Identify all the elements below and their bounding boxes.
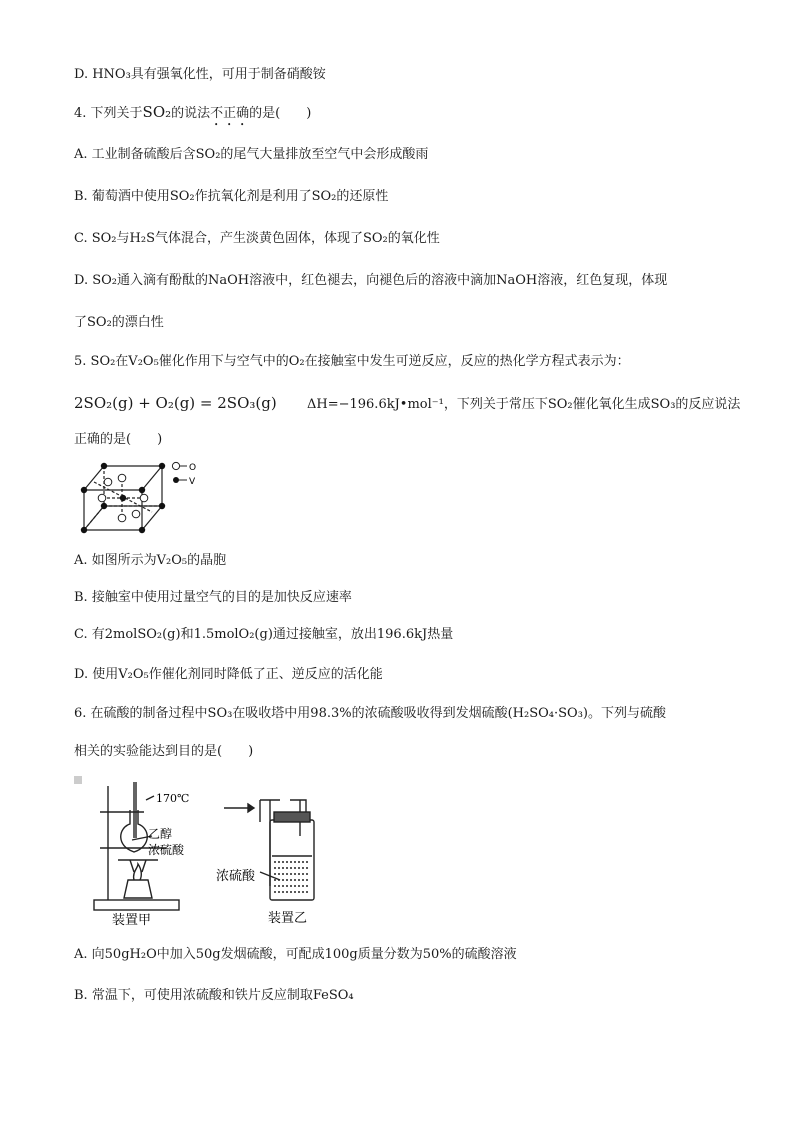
fig-ethanol-label: 乙醇 [148, 827, 173, 841]
q6-option-a: A. 向50gH₂O中加入50g发烟硫酸，可配成100g质量分数为50%的硫酸溶液 [74, 947, 517, 962]
q5-equation: 2SO₂(g) + O₂(g) = 2SO₃(g) [74, 394, 277, 412]
q4-stem-emphasis: 不正确 [210, 106, 250, 121]
q6-stem-line1: 6. 在硫酸的制备过程中SO₃在吸收塔中用98.3%的浓硫酸吸收得到发烟硫酸(H₂SO₄·SO₃)。下列与硫酸 [74, 706, 666, 721]
fig-acid-label-a: 浓硫酸 [148, 843, 185, 857]
q5-option-a: A. 如图所示为V₂O₅的晶胞 [74, 553, 227, 568]
q4-option-d-line2: 了SO₂的漂白性 [74, 315, 164, 330]
legend-oxygen-label: O [189, 463, 197, 473]
q4-stem [74, 102, 311, 129]
legend-vanadium-label: V [189, 477, 196, 487]
fig-temperature-label: 170℃ [156, 792, 190, 805]
q3-option-d: D. HNO₃具有强氧化性，可用于制备硝酸铵 [74, 67, 326, 82]
apparatus-figure [74, 776, 344, 926]
q6-stem-line2: 相关的实验能达到目的是( ) [74, 744, 254, 759]
fig-acid-label-b: 浓硫酸 [216, 869, 256, 884]
q4-option-d-line1: D. SO₂通入滴有酚酞的NaOH溶液中，红色褪去，向褪色后的溶液中滴加NaOH溶液，红色复现，体现 [74, 273, 668, 288]
q4-stem-formula: SO₂ [142, 103, 172, 121]
q4-stem-pre: 4. 下列关于 [74, 106, 143, 121]
q4-stem-post: 的是( ) [249, 106, 312, 121]
q5-stem-line2 [74, 393, 740, 415]
q5-stem-line3: 正确的是( ) [74, 432, 163, 447]
q5-option-b: B. 接触室中使用过量空气的目的是加快反应速率 [74, 590, 352, 605]
q5-stem-line2-rest: ，下列关于常压下SO₂催化氧化生成SO₃的反应说法 [443, 397, 741, 412]
fig-device-a-label: 装置甲 [112, 913, 152, 928]
q6-option-b: B. 常温下，可使用浓硫酸和铁片反应制取FeSO₄ [74, 988, 354, 1003]
q5-option-d: D. 使用V₂O₅作催化剂同时降低了正、逆反应的活化能 [74, 667, 383, 682]
q5-enthalpy: ΔH=−196.6kJ•mol⁻¹ [306, 397, 444, 412]
v2o5-unit-cell-figure [74, 460, 204, 540]
q4-option-b: B. 葡萄酒中使用SO₂作抗氧化剂是利用了SO₂的还原性 [74, 189, 389, 204]
q4-option-c: C. SO₂与H₂S气体混合，产生淡黄色固体，体现了SO₂的氧化性 [74, 231, 440, 246]
q4-option-a: A. 工业制备硫酸后含SO₂的尾气大量排放至空气中会形成酸雨 [74, 147, 429, 162]
q5-option-c: C. 有2molSO₂(g)和1.5molO₂(g)通过接触室，放出196.6kJ热量 [74, 627, 454, 642]
fig-device-b-label: 装置乙 [268, 911, 308, 926]
q4-stem-mid: 的说法 [171, 106, 211, 121]
q5-stem-line1: 5. SO₂在V₂O₅催化作用下与空气中的O₂在接触室中发生可逆反应，反应的热化学方程式表示为： [74, 354, 630, 369]
